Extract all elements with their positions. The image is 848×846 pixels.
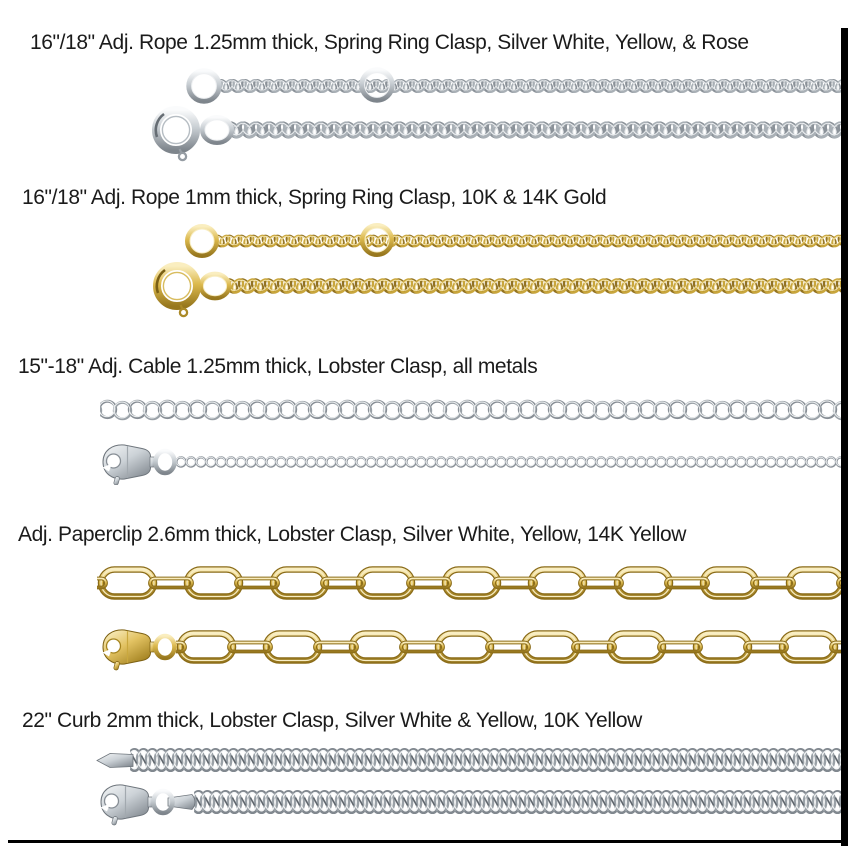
top-strand <box>97 746 848 774</box>
rope-chain-strip <box>220 76 848 96</box>
silver-rope-chain-photo <box>0 60 848 170</box>
bottom-strand <box>156 110 848 160</box>
jump-ring-icon <box>201 274 229 298</box>
silver-cable-chain-photo <box>0 385 848 485</box>
paperclip-chain-strip <box>97 565 848 601</box>
gold-rope-chain-photo <box>0 212 848 320</box>
jump-ring-icon <box>203 118 232 143</box>
cable-chain-strip <box>176 455 848 469</box>
curb-chain-strip <box>194 788 848 816</box>
rope-chain-strip <box>230 117 848 143</box>
gold-paperclip-chain-photo <box>0 550 848 680</box>
jump-ring-icon <box>188 227 217 256</box>
top-strand <box>188 226 848 256</box>
bottom-strand <box>157 266 848 316</box>
lobster-clasp-icon <box>103 445 175 485</box>
top-strand <box>189 70 848 101</box>
spring-ring-clasp-icon <box>157 266 197 316</box>
chain-option-label: 16"/18" Adj. Rope 1mm thick, Spring Ring Clasp, 10K & 14K Gold <box>22 186 607 209</box>
top-strand <box>97 565 848 601</box>
crop-border-bottom <box>8 840 848 843</box>
bottom-strand <box>103 629 848 670</box>
silver-curb-chain-photo <box>0 733 848 838</box>
rope-chain-strip <box>228 275 848 297</box>
chain-option-label: 22" Curb 2mm thick, Lobster Clasp, Silver White & Yellow, 10K Yellow <box>22 709 642 732</box>
bottom-strand <box>101 785 848 826</box>
crop-border-right <box>841 28 848 846</box>
spring-ring-clasp-icon <box>156 110 196 160</box>
paperclip-chain-strip <box>176 629 848 665</box>
cable-chain-strip <box>100 397 848 423</box>
chain-option-label: 16"/18" Adj. Rope 1.25mm thick, Spring Ring Clasp, Silver White, Yellow, & Rose <box>30 31 749 54</box>
curb-chain-strip <box>130 746 848 774</box>
lobster-clasp-icon <box>103 630 175 671</box>
chain-end-tag-icon <box>97 754 133 768</box>
bottom-strand <box>103 445 848 485</box>
top-strand <box>100 397 848 423</box>
rope-chain-strip <box>216 232 848 250</box>
lobster-clasp-icon <box>101 785 173 826</box>
chain-option-label: 15"-18" Adj. Cable 1.25mm thick, Lobster Clasp, all metals <box>18 355 538 378</box>
jump-ring-icon <box>189 71 219 101</box>
chain-option-label: Adj. Paperclip 2.6mm thick, Lobster Clasp, Silver White, Yellow, 14K Yellow <box>18 523 687 546</box>
